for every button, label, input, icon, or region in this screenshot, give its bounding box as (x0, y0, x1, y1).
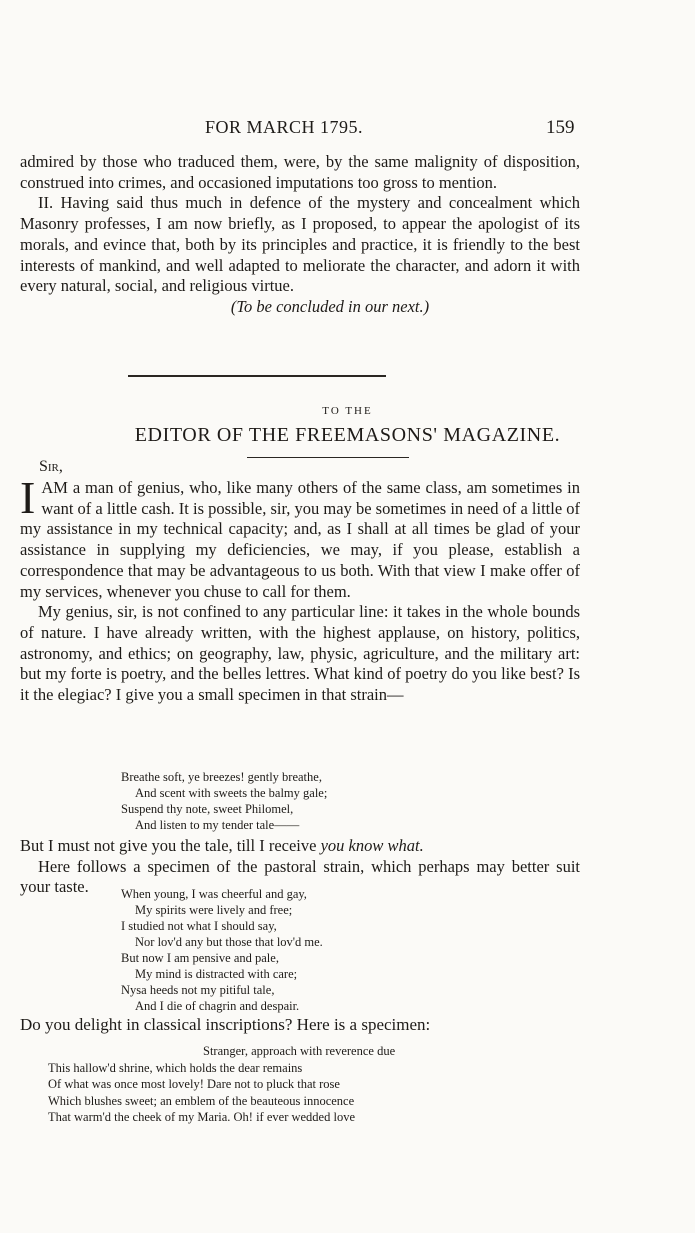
pastoral-line: When young, I was cheerful and gay, (121, 887, 307, 901)
you-know-what: you know what. (320, 836, 424, 855)
pastoral-intro-paragraph: Here follows a specimen of the pastoral strain, which perhaps may better suit your taste. (20, 856, 580, 897)
letter-to-heading: TO THE (322, 405, 373, 417)
inscription-line: This hallow'd shrine, which holds the dear remains (48, 1060, 303, 1075)
pastoral-line: Nor lov'd any but those that lov'd me. (135, 935, 323, 949)
inscription-introduction: Do you delight in classical inscriptions? Here is a specimen: (20, 1015, 431, 1034)
elegiac-line: And scent with sweets the balmy gale; (135, 786, 328, 800)
inscription-specimen (48, 1043, 395, 1126)
pastoral-line: My spirits were lively and free; (135, 903, 293, 917)
pastoral-line: My mind is distracted with care; (135, 967, 298, 981)
letter-paragraph-2: My genius, sir, is not confined to any particular line: it takes in the whole bounds of nature. I have already written, with the highest applause, on history, politics, astronomy, and ethics; on geography, law, physic, agriculture, and the military art: but my forte is poetry, and the belles lettres. What kind of poetry do you like best? Is it the elegiac? I give you a small specimen in that strain— (20, 602, 580, 705)
after-elegiac-line (20, 836, 580, 857)
title-rule (247, 457, 409, 458)
pastoral-line: And I die of chagrin and despair. (135, 999, 300, 1013)
letter-paragraph-1-text: AM a man of genius, who, like many others of the same class, am sometimes in want of a little cash. It is possible, sir, you may be sometimes in need of a little of my assistance in my technical capacity; and, as I shall at all times be glad of your assistance in supplying my deficiencies, we may, if you please, establish a correspondence that may be advantageous to us both. With that view I make offer of my services, whenever you chuse to call for them. (20, 478, 581, 601)
salutation: Sir, (39, 458, 63, 475)
continued-article (20, 152, 580, 318)
drop-cap: I (20, 472, 36, 523)
elegiac-line: Suspend thy note, sweet Philomel, (121, 802, 294, 816)
inscription-line: That warm'd the cheek of my Maria. Oh! if ever wedded love (48, 1110, 355, 1124)
letter-title: EDITOR OF THE FREEMASONS' MAGAZINE. (134, 424, 561, 446)
page-number: 159 (546, 117, 575, 138)
letter-paragraph-1 (20, 472, 581, 602)
elegiac-line: And listen to my tender tale—— (135, 818, 300, 832)
continued-paragraph-1: admired by those who traduced them, were, by the same malignity of disposition, construed into crimes, and occasioned imputations too gross to mention. (20, 152, 580, 192)
inscription-line: Of what was once most lovely! Dare not to pluck that rose (48, 1077, 340, 1091)
section-divider (128, 375, 386, 377)
after-elegiac-text: But I must not give you the tale, till I receive (20, 836, 321, 855)
running-title: FOR MARCH 1795. (205, 117, 364, 137)
elegiac-specimen (121, 769, 327, 833)
elegiac-line: Breathe soft, ye breezes! gently breathe, (121, 770, 322, 784)
to-be-concluded-note: (To be concluded in our next.) (230, 296, 430, 316)
pastoral-line: But now I am pensive and pale, (121, 951, 279, 965)
page-header (0, 117, 695, 141)
letter-body (20, 472, 581, 706)
pastoral-line: Nysa heeds not my pitiful tale, (121, 983, 275, 997)
pastoral-specimen (121, 886, 323, 1014)
inscription-line: Stranger, approach with reverence due (203, 1044, 396, 1058)
inscription-line: Which blushes sweet; an emblem of the beauteous innocence (48, 1093, 355, 1108)
continued-paragraph-2: II. Having said thus much in defence of the mystery and concealment which Masonry professes, I am now briefly, as I proposed, to appear the apologist of its morals, and evince that, both by its principles and practice, it is friendly to the best interests of mankind, and well adapted to meliorate the character, and adorn it with every natural, social, and religious virtue. (20, 193, 580, 296)
pastoral-line: I studied not what I should say, (121, 919, 277, 933)
